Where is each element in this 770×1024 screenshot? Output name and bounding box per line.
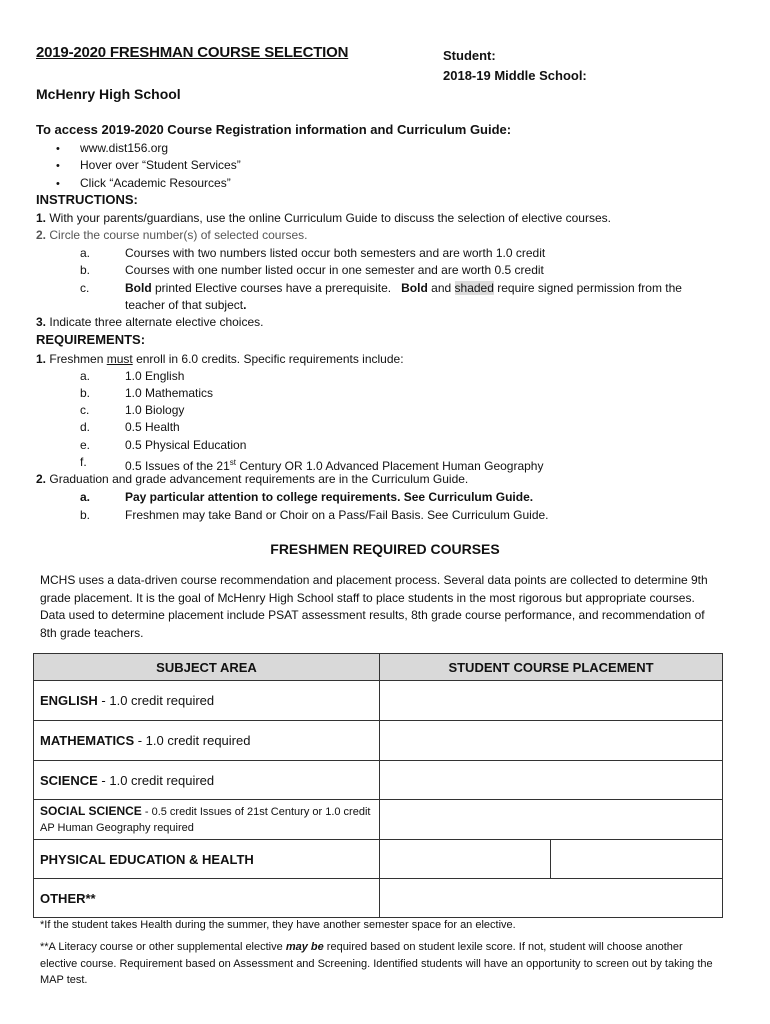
placement-science[interactable] [380, 761, 723, 800]
placement-english[interactable] [380, 681, 723, 721]
requirement-2 [36, 471, 468, 488]
instruction-1-text: With your parents/guardians, use the online Curriculum Guide to discuss the selection of elective courses. [49, 211, 611, 225]
col-student-placement: STUDENT COURSE PLACEMENT [380, 654, 723, 681]
sub-letter: e. [80, 438, 91, 452]
placement-other[interactable] [380, 879, 723, 918]
requirements-heading: REQUIREMENTS: [36, 332, 146, 347]
access-bullet-click: • Click “Academic Resources” [56, 175, 241, 192]
sub-text: 0.5 Physical Education [125, 438, 247, 452]
page-title: 2019-2020 FRESHMAN COURSE SELECTION [36, 44, 349, 61]
c-text-1: printed Elective courses have a prerequisite. [151, 281, 402, 295]
instruction-3 [36, 314, 263, 331]
subject-english [34, 681, 380, 721]
c-text-2: require signed permission from the [493, 281, 682, 295]
subject-bold: SCIENCE [40, 772, 98, 788]
subject-rest: - 1.0 credit required [97, 772, 215, 788]
middle-school-label: 2018-19 Middle School: [443, 68, 587, 83]
subject-bold: MATHEMATICS [40, 733, 135, 748]
requirement-1d [0, 419, 770, 436]
sub-text: Courses with one number listed occur in one semester and are worth 0.5 credit [125, 263, 544, 277]
subject-rest: - 1.0 credit required [134, 733, 251, 748]
r1-pre: Freshmen [49, 352, 107, 366]
table-row [34, 800, 723, 840]
requirement-2b [0, 507, 770, 524]
instruction-2b [0, 262, 770, 279]
instruction-1-num: 1. [36, 211, 47, 225]
instructions-heading: INSTRUCTIONS: [36, 192, 138, 207]
sub-letter: d. [80, 420, 91, 434]
must-word: must [106, 352, 133, 366]
col-subject-area: SUBJECT AREA [34, 654, 380, 681]
instruction-2a [0, 245, 770, 262]
footnote-2 [40, 939, 720, 989]
table-row [34, 721, 723, 761]
sub-text: 0.5 Health [125, 420, 180, 434]
requirement-1f [0, 454, 770, 471]
sub-letter: b. [80, 508, 91, 522]
access-bullet-hover: • Hover over “Student Services” [56, 157, 241, 174]
subject-bold: ENGLISH [40, 693, 98, 708]
access-bullet-url: • www.dist156.org [56, 140, 241, 157]
freshmen-heading: FRESHMEN REQUIRED COURSES [270, 541, 500, 557]
instruction-2 [36, 227, 307, 244]
instruction-2-num: 2. [36, 228, 47, 242]
requirement-1-num: 1. [36, 352, 47, 366]
sub-letter: a. [80, 490, 91, 504]
footnote-1: *If the student takes Health during the summer, they have another semester space for an elective. [40, 919, 516, 931]
student-info [443, 46, 587, 86]
access-list [56, 140, 241, 192]
sub-text: Courses with two numbers listed occur both semesters and are worth 1.0 credit [125, 246, 546, 260]
instruction-2-text: Circle the course number(s) of selected courses. [49, 228, 308, 242]
shaded-word: shaded [454, 281, 494, 295]
instruction-3-num: 3. [36, 315, 47, 329]
subject-other: OTHER** [34, 879, 380, 918]
subject-social-science [34, 800, 380, 840]
student-label: Student: [443, 48, 496, 63]
table-row [34, 840, 723, 879]
subject-math [34, 721, 380, 761]
sub-letter: b. [80, 386, 91, 400]
f-sup: st [229, 458, 236, 467]
sub-text: Pay particular attention to college requirements. See Curriculum Guide. [125, 490, 534, 504]
f2-pre: **A Literacy course or other supplemental elective [40, 941, 286, 953]
sub-letter: b. [80, 263, 91, 277]
table-row [34, 879, 723, 918]
bold-word-2: Bold [401, 281, 428, 295]
access-heading: To access 2019-2020 Course Registration information and Curriculum Guide: [36, 122, 512, 137]
placement-pe[interactable] [380, 840, 551, 879]
table-row [34, 761, 723, 800]
requirement-2-num: 2. [36, 472, 47, 486]
requirement-1e [0, 437, 770, 454]
subject-pe-health: PHYSICAL EDUCATION & HEALTH [34, 840, 380, 879]
sub-letter: c. [80, 281, 90, 295]
sub-text [125, 280, 682, 297]
course-placement-table [33, 653, 723, 918]
requirement-2a [0, 489, 770, 506]
placement-social-science[interactable] [380, 800, 723, 840]
f2-em: may be [285, 941, 324, 953]
requirement-1c [0, 402, 770, 419]
table-row [34, 681, 723, 721]
sub-text: 1.0 Biology [125, 403, 185, 417]
requirement-1 [36, 351, 404, 368]
sub-text: 1.0 English [125, 369, 185, 383]
sub-letter: a. [80, 246, 91, 260]
placement-math[interactable] [380, 721, 723, 761]
f-pre: 0.5 Issues of the 21 [125, 459, 230, 473]
sub-text: Freshmen may take Band or Choir on a Pass/Fail Basis. See Curriculum Guide. [125, 508, 549, 522]
subject-rest: - 0.5 credit Issues of 21st Century or 1.0 credit AP Human Geography required [40, 806, 371, 834]
c-period: . [243, 298, 247, 312]
instruction-2c [0, 280, 770, 297]
subject-rest: - 1.0 credit required [97, 693, 215, 708]
c-line-2: teacher of that subject [125, 298, 244, 312]
requirement-1a [0, 368, 770, 385]
sub-letter: a. [80, 369, 91, 383]
school-name: McHenry High School [36, 86, 181, 102]
requirement-2-text: Graduation and grade advancement requirements are in the Curriculum Guide. [49, 472, 469, 486]
instruction-2c-cont [125, 297, 246, 314]
subject-science [34, 761, 380, 800]
bold-word: Bold [125, 281, 152, 295]
sub-letter: c. [80, 403, 90, 417]
r1-post: enroll in 6.0 credits. Specific requirements include: [132, 352, 404, 366]
placement-health[interactable] [551, 840, 723, 879]
requirement-1b [0, 385, 770, 402]
sub-letter: f. [80, 455, 87, 469]
table-header-row [34, 654, 723, 681]
c-and: and [427, 281, 455, 295]
f2-post: required based on student lexile score. If not, student will choose another elective course. Requirement based on Assessment and Screening. Identified students will have an opportunity to screen out by taking the MAP test. [40, 941, 713, 986]
instruction-1 [36, 210, 611, 227]
freshmen-paragraph: MCHS uses a data-driven course recommendation and placement process. Several data points are collected to determine 9th grade placement. It is the goal of McHenry High School staff to place students in the most rigorous but appropriate courses. Data used to determine placement include PSAT assessment results, 8th grade course performance, and recommendation of 8th grade teachers. [40, 573, 708, 640]
instruction-3-text: Indicate three alternate elective choices. [49, 315, 264, 329]
sub-text: 1.0 Mathematics [125, 386, 214, 400]
f-post: Century OR 1.0 Advanced Placement Human Geography [235, 459, 544, 473]
subject-bold: SOCIAL SCIENCE [40, 804, 142, 818]
